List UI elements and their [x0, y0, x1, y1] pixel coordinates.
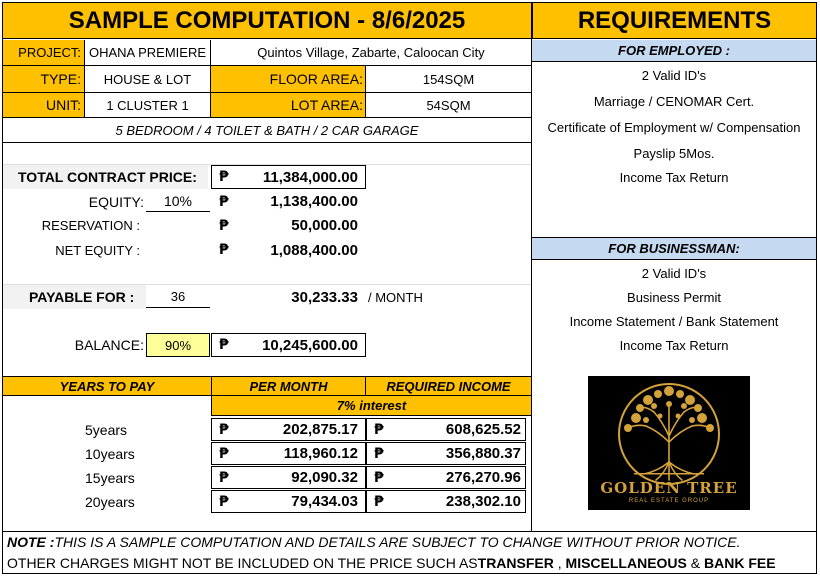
logo-name: GOLDEN TREE — [600, 479, 738, 497]
years-cell: 15years — [85, 469, 135, 486]
reservation-value: 50,000.00 — [291, 217, 358, 234]
per-month-currency: ₱ — [219, 421, 229, 438]
net-equity-currency: ₱ — [219, 242, 229, 258]
employed-header: FOR EMPLOYED : — [532, 40, 816, 62]
per-month-currency: ₱ — [219, 469, 229, 486]
income-value: 356,880.37 — [445, 445, 521, 462]
balance-label: BALANCE: — [74, 337, 144, 353]
note-sep-2: & — [686, 554, 705, 571]
reservation-label: RESERVATION : — [41, 218, 140, 233]
years-cell: 10years — [85, 445, 135, 462]
employed-item: Certificate of Employment w/ Compensation — [547, 119, 801, 135]
income-currency: ₱ — [374, 421, 384, 438]
type-label: TYPE: — [3, 66, 84, 93]
years-to-pay-header: YEARS TO PAY — [3, 376, 211, 396]
note-line-2 — [3, 552, 816, 573]
project-location: Quintos Village, Zabarte, Caloocan City — [211, 40, 531, 66]
equity-value: 1,138,400.00 — [270, 193, 358, 210]
note-label: NOTE : — [7, 534, 55, 550]
income-value: 276,270.96 — [445, 469, 521, 486]
income-currency: ₱ — [374, 445, 384, 462]
net-equity-label: NET EQUITY : — [55, 242, 140, 258]
businessman-header: FOR BUSINESSMAN: — [532, 237, 816, 260]
interest-note: 7% interest — [211, 396, 531, 416]
floor-area-value: 154SQM — [365, 66, 531, 93]
per-month-value: 118,960.12 — [283, 445, 358, 462]
floor-area-label: FLOOR AREA: — [211, 66, 365, 93]
monthly-unit: / MONTH — [368, 289, 423, 305]
note-other-charges: OTHER CHARGES MIGHT NOT BE INCLUDED ON THE PRICE SUCH AS — [7, 554, 478, 571]
payable-label: PAYABLE FOR : — [3, 285, 146, 309]
income-value: 608,625.52 — [445, 421, 521, 438]
balance-value: 10,245,600.00 — [262, 336, 358, 354]
businessman-item: 2 Valid ID's — [641, 265, 707, 281]
logo-tagline: REAL ESTATE GROUP — [628, 498, 710, 504]
income-currency: ₱ — [374, 493, 384, 510]
income-currency: ₱ — [374, 469, 384, 486]
unit-label: UNIT: — [3, 93, 84, 118]
golden-tree-logo — [588, 376, 750, 510]
employed-item: 2 Valid ID's — [641, 67, 707, 83]
per-month-currency: ₱ — [219, 445, 229, 462]
payable-months: 36 — [146, 285, 210, 308]
required-income-header: REQUIRED INCOME — [366, 376, 531, 396]
per-month-header: PER MONTH — [211, 376, 366, 396]
unit-value: 1 CLUSTER 1 — [84, 93, 211, 118]
businessman-item: Business Permit — [627, 289, 721, 305]
monthly-amortization: 30,233.33 — [291, 288, 358, 306]
note-bank-fee: BANK FEE — [704, 554, 776, 571]
net-equity-value: 1,088,400.00 — [270, 241, 358, 259]
employed-item: Marriage / CENOMAR Cert. — [593, 93, 755, 109]
requirements-title: REQUIREMENTS — [532, 3, 816, 39]
page-title: SAMPLE COMPUTATION - 8/6/2025 — [3, 3, 531, 39]
note-text: THIS IS A SAMPLE COMPUTATION AND DETAILS ARE SUBJECT TO CHANGE WITHOUT PRIOR NOTICE. — [54, 534, 741, 550]
tcp-currency: ₱ — [219, 169, 229, 185]
years-cell: 5years — [85, 421, 128, 438]
note-transfer: TRANSFER — [477, 554, 554, 571]
income-value: 238,302.10 — [445, 493, 521, 510]
equity-percent: 10% — [146, 190, 210, 212]
tcp-label: TOTAL CONTRACT PRICE: — [3, 165, 208, 189]
businessman-item: Income Tax Return — [619, 337, 729, 353]
lot-area-label: LOT AREA: — [211, 93, 365, 118]
unit-description: 5 BEDROOM / 4 TOILET & BATH / 2 CAR GARAGE — [3, 118, 531, 143]
equity-label: EQUITY: — [88, 193, 144, 210]
project-value: OHANA PREMIERE — [84, 40, 211, 66]
note-misc: MISCELLANEOUS — [565, 554, 687, 571]
note-line-1 — [3, 531, 816, 552]
balance-percent: 90% — [146, 333, 210, 357]
lot-area-value: 54SQM — [365, 93, 531, 118]
per-month-value: 202,875.17 — [282, 421, 358, 438]
per-month-currency: ₱ — [219, 493, 229, 510]
project-label: PROJECT: — [3, 40, 84, 66]
per-month-value: 79,434.03 — [291, 493, 358, 510]
note-sep-1: , — [553, 554, 566, 571]
employed-item: Income Tax Return — [619, 169, 729, 185]
per-month-value: 92,090.32 — [291, 469, 358, 486]
tcp-value: 11,384,000.00 — [262, 168, 358, 186]
type-value: HOUSE & LOT — [84, 66, 211, 93]
years-cell: 20years — [85, 493, 135, 510]
businessman-item: Income Statement / Bank Statement — [569, 313, 779, 329]
employed-item: Payslip 5Mos. — [633, 145, 715, 161]
balance-currency: ₱ — [219, 337, 229, 353]
equity-currency: ₱ — [219, 193, 229, 210]
reservation-currency: ₱ — [219, 217, 229, 234]
